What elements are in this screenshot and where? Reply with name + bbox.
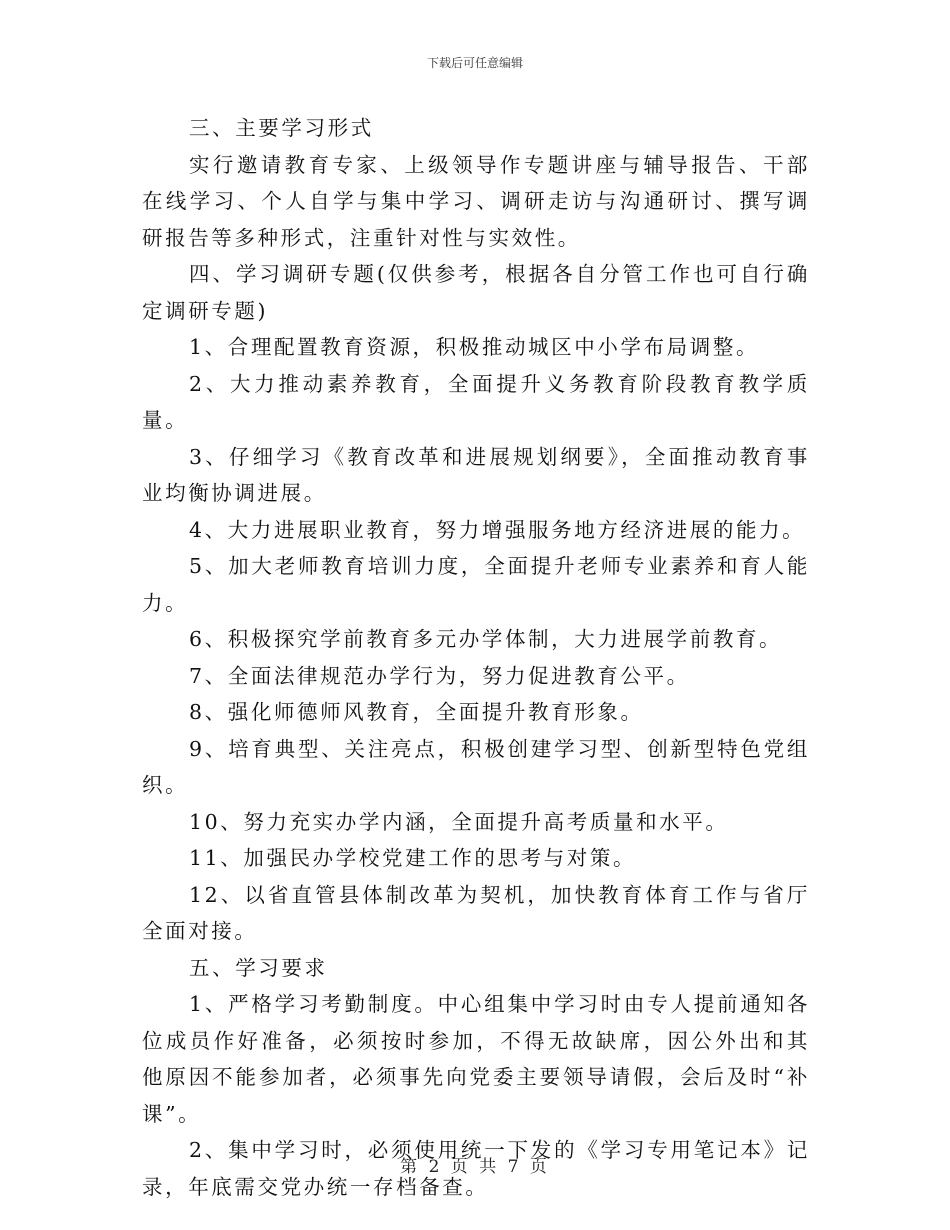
requirement-item-2: 2、集中学习时，必须使用统一下发的《学习专用笔记本》记录，年底需交党办统一存档备查。 [142,1138,810,1199]
paragraph-learning-forms: 实行邀请教育专家、上级领导作专题讲座与辅导报告、干部在线学习、个人自学与集中学习、调研走访与沟通研讨、撰写调研报告等多种形式，注重针对性与实效性。 [142,152,810,250]
topic-item-2: 2、大力推动素养教育，全面提升义务教育阶段教育教学质量。 [142,371,810,432]
section-heading-3: 三、主要学习形式 [189,116,374,140]
topic-item-10: 10、努力充实办学内涵，全面提升高考质量和水平。 [189,809,729,834]
section-heading-5: 五、学习要求 [189,955,328,980]
requirement-item-1: 1、严格学习考勤制度。中心组集中学习时由专人提前通知各位成员作好准备，必须按时参加，不得无故缺席，因公外出和其他原因不能参加者，必须事先向党委主要领导请假，会后及时“补课”。 [142,992,810,1126]
topic-item-5: 5、加大老师教育培训力度，全面提升老师专业素养和育人能力。 [142,554,810,615]
document-body [142,110,810,1205]
section-heading-4: 四、学习调研专题(仅供参考，根据各自分管工作也可自行确定调研专题) [142,262,810,323]
topic-item-1: 1、合理配置教育资源，积极推动城区中小学布局调整。 [189,335,760,359]
topic-item-7: 7、全面法律规范办学行为，努力促进教育公平。 [189,663,690,688]
topic-item-4: 4、大力进展职业教育，努力增强服务地方经济进展的能力。 [189,517,806,542]
topic-item-6: 6、积极探究学前教育多元办学体制，大力进展学前教育。 [189,627,783,651]
header-note: 下载后可任意编辑 [426,56,523,70]
topic-item-3: 3、仔细学习《教育改革和进展规划纲要》，全面推动教育事业均衡协调进展。 [142,444,810,505]
topic-item-11: 11、加强民办学校党建工作的思考与对策。 [189,846,637,870]
page-number-footer: 第 2 页 共 7 页 [400,1157,550,1177]
topic-item-8: 8、强化师德师风教育，全面提升教育形象。 [189,700,644,724]
topic-item-9: 9、培育典型、关注亮点，积极创建学习型、创新型特色党组织。 [142,736,810,797]
topic-item-12: 12、以省直管县体制改革为契机，加快教育体育工作与省厅全面对接。 [142,882,810,943]
